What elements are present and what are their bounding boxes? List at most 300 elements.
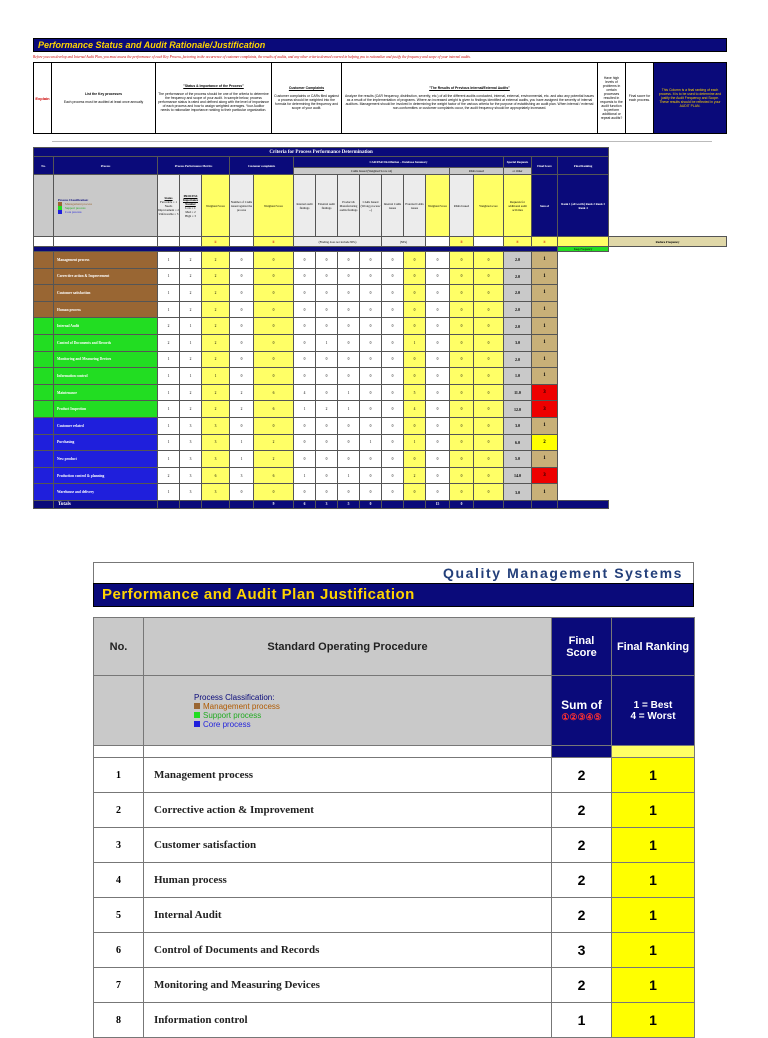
intro-key-processes <box>52 63 156 133</box>
intro-audit-text: Analyze the results (CAR frequency, distribution, severity, etc.) of all the different audits conducted, internal, external, environmental, etc. and also any potential issues as a result of the implementation of programs. Where an increased weight is given to findings identified at external audits, you have assigned the severity of internal auditors. Management should be involved in determining the weight factor of the various criteria for the purpose of establishing an audit plan. When internal / external non-conformities or customer complaints occur, the audit frequency should be appropriately increased. <box>345 94 594 110</box>
qms-header: Quality Management Systems <box>93 562 694 583</box>
row-process-name: Internal Audit <box>54 318 158 335</box>
row-value: 0 <box>382 484 404 501</box>
hdr-weighted-2: Weighted Score <box>426 175 450 237</box>
row-value: 0 <box>474 368 504 385</box>
row-value: 0 <box>254 334 294 351</box>
row-process-name: Product Inspection <box>54 401 158 418</box>
top-banner-title: Performance Status and Audit Rationale/Justification <box>33 38 727 52</box>
row-no <box>34 318 54 335</box>
row-value: 3 <box>180 417 202 434</box>
row-process-name: Maintenance <box>54 384 158 401</box>
b-row-procedure: Monitoring and Measuring Devices <box>144 968 552 1003</box>
row-value: 1 <box>202 368 230 385</box>
row-process-name: New product <box>54 451 158 468</box>
row-value: 6 <box>254 384 294 401</box>
row-value: 0 <box>360 301 382 318</box>
row-final-score: 11.0 <box>504 384 532 401</box>
b-row-no: 4 <box>94 863 144 898</box>
justification-row <box>94 933 695 968</box>
b-row-no: 7 <box>94 968 144 1003</box>
row-value: 1 <box>158 401 180 418</box>
imp-key-1: Low = 1 <box>185 205 196 210</box>
row-value: 0 <box>426 268 450 285</box>
criteria-row <box>34 467 727 484</box>
row-value: 0 <box>294 334 316 351</box>
b-row-final-score: 2 <box>552 828 612 863</box>
b-row-final-ranking: 1 <box>612 968 695 1003</box>
justification-row <box>94 828 695 863</box>
legend-core: Core process <box>65 209 82 214</box>
intro-special: Have high levels of problems in certain processes resulted in requests to the audit function to perform additional or repeat audits? <box>598 63 626 133</box>
row-value: 0 <box>404 318 426 335</box>
row-value: 1 <box>294 467 316 484</box>
note-finding: (Finding does not include NEs) <box>294 237 382 247</box>
row-value: 0 <box>230 301 254 318</box>
row-value: 0 <box>382 434 404 451</box>
row-value: 0 <box>360 334 382 351</box>
row-value: 0 <box>450 285 474 302</box>
row-value: 0 <box>474 334 504 351</box>
row-value: 0 <box>360 252 382 269</box>
row-value: 0 <box>294 301 316 318</box>
row-value: 0 <box>450 417 474 434</box>
row-value: 0 <box>294 368 316 385</box>
row-value: 0 <box>450 484 474 501</box>
criteria-row <box>34 368 727 385</box>
row-process-name: Customer related <box>54 417 158 434</box>
b-row-no: 5 <box>94 898 144 933</box>
row-value: 0 <box>450 268 474 285</box>
row-final-ranking: 3 <box>532 384 558 401</box>
intro-status-title: "Status & Importance of the Process" <box>183 84 244 88</box>
total-product: 5 <box>338 500 360 508</box>
total-internal: 6 <box>294 500 316 508</box>
row-no <box>34 351 54 368</box>
b-col-final: Final Score <box>552 618 612 676</box>
note-nes: (NEs) <box>382 237 426 247</box>
row-final-score: 2.0 <box>504 301 532 318</box>
row-process-name: Purchasing <box>54 434 158 451</box>
criteria-row <box>34 268 727 285</box>
b-sum-cell <box>552 676 612 746</box>
row-value: 0 <box>360 484 382 501</box>
row-value: 0 <box>254 417 294 434</box>
row-value: 0 <box>316 351 338 368</box>
criteria-row <box>34 417 727 434</box>
row-value: 0 <box>316 384 338 401</box>
row-value: 0 <box>338 417 360 434</box>
row-value: 2 <box>202 384 230 401</box>
row-value: 0 <box>382 368 404 385</box>
row-value: 0 <box>254 318 294 335</box>
row-value: 0 <box>316 285 338 302</box>
row-value: 0 <box>382 384 404 401</box>
criteria-row <box>34 384 727 401</box>
row-final-ranking: 1 <box>532 351 558 368</box>
row-value: 3 <box>180 451 202 468</box>
justification-row <box>94 863 695 898</box>
row-value: 0 <box>294 434 316 451</box>
row-value: 2 <box>202 318 230 335</box>
hdr-status <box>158 175 180 237</box>
row-final-score: 2.0 <box>504 351 532 368</box>
row-value: 0 <box>450 334 474 351</box>
row-value: 1 <box>404 334 426 351</box>
divider <box>52 141 712 142</box>
marker-4: ④ <box>504 237 532 247</box>
row-value: 0 <box>360 467 382 484</box>
intro-cc-title: Customer Complaints <box>288 86 325 90</box>
row-value: 0 <box>474 467 504 484</box>
row-value: 0 <box>474 301 504 318</box>
row-value: 0 <box>360 401 382 418</box>
row-value: 0 <box>316 268 338 285</box>
status-key-1: Favorable = 1 <box>160 199 177 204</box>
row-value: 0 <box>382 318 404 335</box>
col-customer-complaints: Customer complaints <box>230 157 294 175</box>
row-value: 0 <box>338 434 360 451</box>
row-final-ranking: 1 <box>532 451 558 468</box>
hdr-status-label: Status <box>164 195 173 200</box>
criteria-row <box>34 318 727 335</box>
row-value: 0 <box>294 451 316 468</box>
row-value: 1 <box>158 285 180 302</box>
row-value: 0 <box>294 285 316 302</box>
b-row-final-ranking: 1 <box>612 793 695 828</box>
row-value: 0 <box>382 285 404 302</box>
hdr-special-text: Requests for additional audit activities <box>504 175 532 237</box>
row-value: 1 <box>158 368 180 385</box>
row-value: 0 <box>294 318 316 335</box>
row-final-score: 2.0 <box>504 285 532 302</box>
b-row-no: 1 <box>94 758 144 793</box>
row-value: 0 <box>338 318 360 335</box>
b-row-final-ranking: 1 <box>612 758 695 793</box>
intro-audit-title: "The Results of Previous Internal/External Audits" <box>429 86 510 90</box>
criteria-row <box>34 334 727 351</box>
row-value: 2 <box>180 401 202 418</box>
row-final-ranking: 2 <box>532 434 558 451</box>
row-final-ranking: 1 <box>532 318 558 335</box>
marker-1: ① <box>202 237 230 247</box>
row-process-name: Production control & planning <box>54 467 158 484</box>
marker-3: ③ <box>450 237 474 247</box>
total-csi: 0 <box>360 500 382 508</box>
hdr-rank-key: Rank 1 (all worth) Rank 2 Rank 3 Rank 4 <box>558 175 609 237</box>
row-final-score: 3.0 <box>504 334 532 351</box>
b-legend-mgmt-swatch <box>194 703 200 709</box>
col-no: No. <box>34 157 54 175</box>
row-value: 1 <box>158 252 180 269</box>
row-no <box>34 252 54 269</box>
row-value: 0 <box>230 484 254 501</box>
row-value: 0 <box>426 351 450 368</box>
row-process-name: Human process <box>54 301 158 318</box>
col-cars-issued: CARs Issued (Weighted Score x4) <box>294 168 450 175</box>
b-row-final-ranking: 1 <box>612 933 695 968</box>
b-row-procedure: Information control <box>144 1003 552 1038</box>
row-value: 2 <box>202 301 230 318</box>
row-final-score: 2.0 <box>504 252 532 269</box>
row-value: 0 <box>360 285 382 302</box>
b-col-sop: Standard Operating Procedure <box>144 618 552 676</box>
row-value: 0 <box>450 301 474 318</box>
row-value: 0 <box>426 401 450 418</box>
intro-row <box>33 62 727 134</box>
row-no <box>34 285 54 302</box>
row-value: 0 <box>230 252 254 269</box>
reduce-frequency: Reduce Frequency <box>609 237 727 247</box>
row-value: 0 <box>338 252 360 269</box>
b-legend-core-swatch <box>194 721 200 727</box>
criteria-row <box>34 351 727 368</box>
row-value: 2 <box>404 467 426 484</box>
row-value: 0 <box>474 285 504 302</box>
total-pars: 0 <box>450 500 474 508</box>
row-value: 0 <box>360 417 382 434</box>
criteria-row <box>34 401 727 418</box>
b-row-no: 3 <box>94 828 144 863</box>
row-value: 0 <box>474 252 504 269</box>
hdr-weighted-3: Weighted score <box>474 175 504 237</box>
status-key-3: Unfavorable = 3 <box>158 211 179 216</box>
intro-status-importance <box>156 63 272 133</box>
col-final-ranking: Final Ranking <box>558 157 609 175</box>
row-value: 0 <box>474 417 504 434</box>
row-value: 2 <box>254 451 294 468</box>
row-value: 0 <box>230 285 254 302</box>
row-process-name: Customer satisfaction <box>54 285 158 302</box>
row-value: 0 <box>450 467 474 484</box>
hdr-internal-cars: Internal CARs issues <box>382 175 404 237</box>
row-value: 0 <box>316 301 338 318</box>
row-final-score: 2.0 <box>504 318 532 335</box>
row-final-score: 3.0 <box>504 484 532 501</box>
row-no <box>34 368 54 385</box>
total-external: 3 <box>316 500 338 508</box>
row-value: 0 <box>360 318 382 335</box>
row-value: 0 <box>338 301 360 318</box>
b-row-no: 2 <box>94 793 144 828</box>
row-value: 0 <box>316 318 338 335</box>
row-value: 0 <box>382 451 404 468</box>
b-row-final-score: 2 <box>552 968 612 1003</box>
row-value: 6 <box>202 467 230 484</box>
b-row-procedure: Management process <box>144 758 552 793</box>
row-value: 0 <box>404 451 426 468</box>
row-value: 0 <box>426 368 450 385</box>
row-value: 0 <box>316 434 338 451</box>
row-value: 3 <box>230 467 254 484</box>
row-process-name: Warehouse and delivery <box>54 484 158 501</box>
justification-rows <box>94 758 695 1038</box>
row-value: 0 <box>426 484 450 501</box>
col-other: or Other <box>504 168 532 175</box>
row-value: 0 <box>254 351 294 368</box>
criteria-row <box>34 484 727 501</box>
b-row-final-score: 2 <box>552 863 612 898</box>
row-value: 0 <box>338 484 360 501</box>
row-value: 3 <box>180 434 202 451</box>
row-value: 0 <box>382 467 404 484</box>
row-value: 0 <box>426 384 450 401</box>
hdr-weighted-1: Weighted Score <box>202 175 230 237</box>
col-special: Special Requests <box>504 157 532 168</box>
row-value: 0 <box>450 351 474 368</box>
b-row-procedure: Human process <box>144 863 552 898</box>
row-value: 1 <box>158 451 180 468</box>
row-final-score: 14.0 <box>504 467 532 484</box>
row-value: 0 <box>294 484 316 501</box>
criteria-rows <box>34 252 727 501</box>
b-legend-core: Core process <box>203 719 251 729</box>
row-value: 0 <box>382 268 404 285</box>
row-value: 0 <box>474 401 504 418</box>
intro-status-text: The performance of the process should be one of the criteria to determine the frequency and scope of your audit. In sample below, process performance status is rated and defined along with the level of importance of each process and how to assign weighted averages. Your Auditor needs to rationalize importance ranking to their particular organization. <box>158 92 270 112</box>
row-value: 1 <box>158 268 180 285</box>
row-value: 2 <box>180 285 202 302</box>
row-value: 0 <box>360 384 382 401</box>
row-final-ranking: 1 <box>532 417 558 434</box>
row-value: 1 <box>338 401 360 418</box>
top-sheet <box>33 38 727 134</box>
row-no <box>34 268 54 285</box>
row-no <box>34 401 54 418</box>
row-value: 0 <box>404 252 426 269</box>
row-value: 1 <box>158 484 180 501</box>
b-row-final-score: 2 <box>552 793 612 828</box>
row-value: 0 <box>254 484 294 501</box>
row-value: 2 <box>158 467 180 484</box>
imp-key-2: Med = 2 <box>185 209 196 214</box>
row-value: 0 <box>254 252 294 269</box>
criteria-title: Criteria for Process Performance Determination <box>34 148 609 157</box>
b-legend-title: Process Classification: <box>194 692 275 702</box>
row-value: 0 <box>360 368 382 385</box>
row-value: 0 <box>474 434 504 451</box>
row-value: 0 <box>316 484 338 501</box>
row-value: 0 <box>404 484 426 501</box>
b-sum-markers: ①②③④⑤ <box>561 712 602 722</box>
row-value: 1 <box>158 351 180 368</box>
b-row-final-ranking: 1 <box>612 898 695 933</box>
row-value: 0 <box>338 368 360 385</box>
row-value: 1 <box>294 401 316 418</box>
row-value: 0 <box>426 318 450 335</box>
row-value: 3 <box>202 451 230 468</box>
row-no <box>34 434 54 451</box>
intro-final: Final score for each process. <box>626 63 654 133</box>
b-legend-support-swatch <box>194 712 200 718</box>
row-value: 2 <box>180 268 202 285</box>
criteria-row <box>34 434 727 451</box>
row-value: 4 <box>294 384 316 401</box>
intro-key-processes-title: List the Key processes <box>85 92 122 96</box>
row-value: 1 <box>180 318 202 335</box>
row-value: 0 <box>474 351 504 368</box>
criteria-row <box>34 301 727 318</box>
row-value: 0 <box>426 451 450 468</box>
row-final-score: 1.0 <box>504 368 532 385</box>
row-value: 1 <box>230 434 254 451</box>
row-value: 2 <box>202 401 230 418</box>
row-final-score: 12.0 <box>504 401 532 418</box>
justification-row <box>94 793 695 828</box>
b-col-no: No. <box>94 618 144 676</box>
justification-row <box>94 898 695 933</box>
row-no <box>34 384 54 401</box>
totals-row <box>34 500 727 508</box>
b-row-final-score: 2 <box>552 898 612 933</box>
row-value: 2 <box>180 384 202 401</box>
row-value: 4 <box>404 401 426 418</box>
row-process-name: Corrective action & Improvement <box>54 268 158 285</box>
row-value: 0 <box>338 351 360 368</box>
row-final-ranking: 1 <box>532 285 558 302</box>
row-value: 1 <box>158 384 180 401</box>
row-value: 0 <box>382 351 404 368</box>
row-value: 0 <box>426 417 450 434</box>
totals-label: Totals <box>54 500 158 508</box>
hdr-cc-weighted: Weighted Score <box>254 175 294 237</box>
row-value: 0 <box>338 334 360 351</box>
row-final-score: 5.0 <box>504 451 532 468</box>
row-value: 1 <box>230 451 254 468</box>
b-legend-mgmt: Management process <box>203 701 280 711</box>
col-carpar: CAR/PAR Distribution – Database Summary <box>294 157 504 168</box>
b-rank-key: 1 = Best 4 = Worst <box>612 676 695 746</box>
row-process-name: Monitoring and Measuring Devices <box>54 351 158 368</box>
row-value: 5 <box>404 384 426 401</box>
intro-ranking: This Column is a final ranking of each process. It is to be used to determine and justify the Audit Frequency and Scope. These results should be reflected in your AUDIT PLAN. <box>654 63 726 133</box>
col-pars-issued: PARs issued <box>450 168 504 175</box>
row-final-ranking: 1 <box>532 368 558 385</box>
row-no <box>34 301 54 318</box>
row-value: 0 <box>382 401 404 418</box>
row-value: 3 <box>202 434 230 451</box>
row-value: 0 <box>426 334 450 351</box>
top-subtitle: Before you can develop and Internal Audit Plan, you must assess the performance of each Key Process, factoring in the occurrence of customer complaints, the results of audits, and any other criteria deemed covered in helping you to rationalize and justify the frequency and scope of your internal audits. <box>33 55 471 59</box>
b-row-final-ranking: 1 <box>612 863 695 898</box>
row-value: 0 <box>316 417 338 434</box>
row-value: 2 <box>158 318 180 335</box>
row-value: 0 <box>230 318 254 335</box>
row-value: 6 <box>254 401 294 418</box>
row-value: 0 <box>294 268 316 285</box>
hdr-csi: CARs Issued (Wrong process/ ...) <box>360 175 382 237</box>
row-value: 0 <box>426 434 450 451</box>
row-no <box>34 334 54 351</box>
b-row-procedure: Internal Audit <box>144 898 552 933</box>
row-value: 0 <box>294 252 316 269</box>
b-row-final-score: 1 <box>552 1003 612 1038</box>
legend-support: Support process <box>65 205 86 210</box>
row-value: 1 <box>180 334 202 351</box>
row-value: 0 <box>230 351 254 368</box>
row-value: 0 <box>254 268 294 285</box>
row-value: 0 <box>404 301 426 318</box>
row-value: 0 <box>230 417 254 434</box>
row-value: 0 <box>316 467 338 484</box>
row-value: 2 <box>202 334 230 351</box>
row-value: 1 <box>360 434 382 451</box>
row-value: 0 <box>450 451 474 468</box>
row-no <box>34 467 54 484</box>
row-value: 0 <box>404 268 426 285</box>
row-value: 2 <box>230 401 254 418</box>
total-cc: 9 <box>254 500 294 508</box>
